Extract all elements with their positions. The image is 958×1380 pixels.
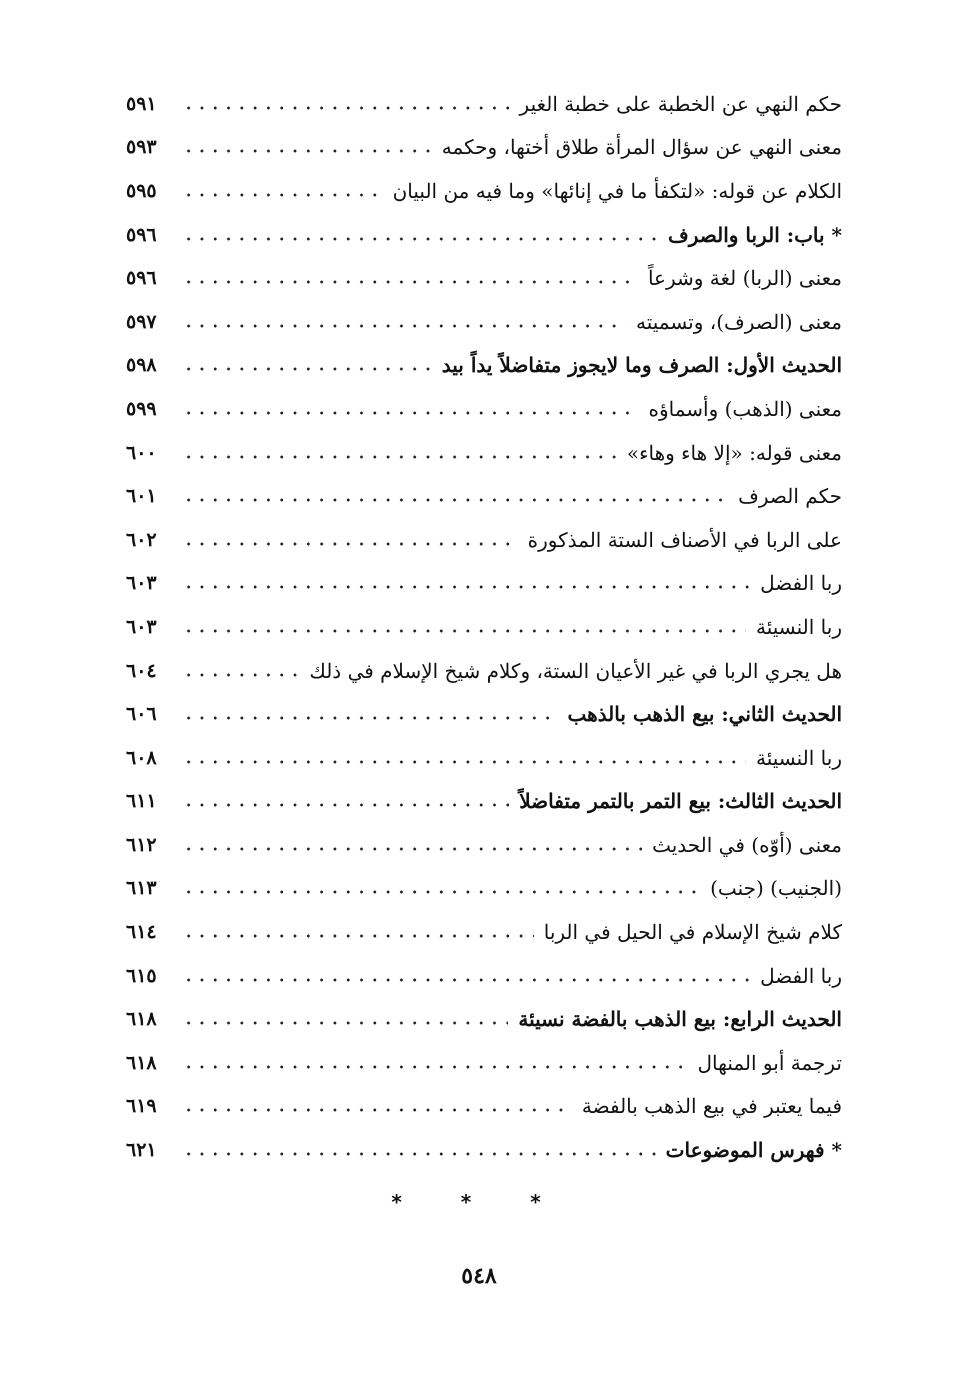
toc-dot-leader [182, 706, 557, 730]
toc-entry-page: ٦٠٣ [126, 572, 157, 595]
section-divider-stars: * * * [391, 1190, 567, 1214]
toc-entry [126, 562, 842, 606]
toc-dot-leader [182, 1142, 656, 1166]
toc-entry [126, 82, 842, 126]
toc-entry-title: معنى النهي عن سؤال المرأة طلاق أختها، وحكمه [441, 135, 842, 160]
toc-entry [126, 126, 842, 170]
toc-dot-leader [182, 750, 746, 774]
toc-entry [126, 692, 842, 736]
toc-entry-title: كلام شيخ الإسلام في الحيل في الربا [543, 920, 842, 945]
toc-entry [126, 474, 842, 518]
toc-dot-leader [182, 575, 750, 599]
toc-entry [126, 344, 842, 388]
toc-dot-leader [182, 139, 432, 163]
toc-entry-title: على الربا في الأصناف الستة المذكورة [527, 527, 842, 552]
toc-entry-page: ٦١٥ [126, 964, 157, 987]
toc-entry-title: ربا الفضل [760, 963, 842, 988]
toc-entry-page: ٥٩٦ [126, 267, 157, 290]
toc-entry-page: ٦٠١ [126, 485, 157, 508]
toc-entry-page: ٥٩٨ [126, 354, 157, 377]
toc-dot-leader [182, 183, 383, 207]
toc-entry-title: الحديث الثاني: بيع الذهب بالذهب [567, 702, 842, 727]
toc-entry-page: ٥٩٦ [126, 223, 157, 246]
toc-entry-title: ربا النسيئة [756, 614, 842, 639]
toc-dot-leader [182, 1011, 508, 1035]
toc-dot-leader [182, 880, 700, 904]
toc-entry-title: ربا النسيئة [756, 745, 842, 770]
toc-entry-page: ٦١٨ [126, 1051, 157, 1074]
toc-dot-leader [182, 488, 728, 512]
toc-entry [126, 387, 842, 431]
toc-entry [126, 997, 842, 1041]
toc-entry-title: الحديث الثالث: بيع التمر بالتمر متفاضلاً [519, 789, 842, 814]
toc-dot-leader [182, 1055, 687, 1079]
toc-entry-title: حكم النهي عن الخطبة على خطبة الغير [519, 91, 842, 116]
toc-entry-page: ٥٩٩ [126, 397, 157, 420]
toc-entry-page: ٦٠٦ [126, 703, 157, 726]
toc-dot-leader [182, 96, 510, 120]
toc-entry-page: ٦٢١ [126, 1139, 157, 1162]
toc-dot-leader [182, 532, 518, 556]
toc-entry [126, 169, 842, 213]
toc-entry-title: ترجمة أبو المنهال [697, 1050, 842, 1075]
toc-entry [126, 823, 842, 867]
toc-dot-leader [182, 837, 642, 861]
toc-entry-title: معنى (الذهب) وأسماؤه [648, 396, 842, 421]
toc-entry-title: معنى قوله: «إلا هاء وهاء» [626, 440, 842, 465]
toc-entry-page: ٥٩٧ [126, 310, 157, 333]
toc-entry-title: * فهرس الموضوعات [665, 1138, 842, 1163]
toc-dot-leader [182, 314, 626, 338]
toc-dot-leader [182, 227, 658, 251]
toc-entry-title: معنى (الصرف)، وتسميته [635, 309, 842, 334]
toc-entry-page: ٦٠٢ [126, 528, 157, 551]
toc-entry [126, 649, 842, 693]
toc-entry-title: فيما يعتبر في بيع الذهب بالفضة [581, 1094, 842, 1119]
toc-entry-title: (الجنيب) (جنب) [710, 876, 842, 901]
toc-entry-page: ٦١٢ [126, 833, 157, 856]
toc-dot-leader [182, 401, 639, 425]
toc-entry [126, 1041, 842, 1085]
toc-entry-page: ٦٠٤ [126, 659, 157, 682]
toc-dot-leader [182, 793, 509, 817]
toc-entry [126, 736, 842, 780]
toc-entry [126, 910, 842, 954]
toc-entry-title: هل يجري الربا في غير الأعيان الستة، وكلام شيخ الإسلام في ذلك [309, 658, 842, 683]
toc-dot-leader [182, 1098, 572, 1122]
toc-dot-leader [182, 619, 746, 643]
toc-entry-page: ٦١٨ [126, 1008, 157, 1031]
toc-entry [126, 300, 842, 344]
toc-entry [126, 1085, 842, 1129]
toc-entry-title: حكم الصرف [738, 484, 842, 509]
toc-dot-leader [182, 357, 432, 381]
toc-entry [126, 256, 842, 300]
toc-entry-title: الحديث الرابع: بيع الذهب بالفضة نسيئة [518, 1007, 842, 1032]
toc-entry-page: ٦١٩ [126, 1095, 157, 1118]
toc-entry [126, 1128, 842, 1172]
page-number: ٥٤٨ [461, 1263, 497, 1289]
toc-entry [126, 954, 842, 998]
toc-dot-leader [182, 968, 750, 992]
toc-entry [126, 605, 842, 649]
toc-dot-leader [182, 445, 617, 469]
toc-entry-page: ٦٠٣ [126, 615, 157, 638]
toc-entry [126, 780, 842, 824]
toc-dot-leader [182, 924, 534, 948]
toc-dot-leader [182, 270, 638, 294]
toc-entry-page: ٦٠٨ [126, 746, 157, 769]
toc-entry-page: ٥٩١ [126, 92, 157, 115]
toc-entry-title: معنى (أوّه) في الحديث [652, 832, 842, 857]
toc-entry-page: ٦١١ [126, 790, 157, 813]
toc-entry [126, 431, 842, 475]
toc-entry-page: ٦٠٠ [126, 441, 157, 464]
toc-entry-title: الكلام عن قوله: «لتكفأ ما في إنائها» وما فيه من البيان [392, 178, 842, 203]
toc-entry-title: * باب: الربا والصرف [668, 222, 842, 247]
toc-entry-page: ٦١٣ [126, 877, 157, 900]
toc-dot-leader [182, 663, 299, 687]
toc-entry [126, 213, 842, 257]
toc-entry-page: ٥٩٣ [126, 136, 157, 159]
table-of-contents [126, 82, 842, 1172]
toc-entry-title: ربا الفضل [760, 571, 842, 596]
toc-entry-page: ٥٩٥ [126, 179, 157, 202]
toc-entry-title: الحديث الأول: الصرف وما لايجوز متفاضلاً يداً بيد [441, 353, 842, 378]
toc-entry [126, 867, 842, 911]
toc-entry [126, 518, 842, 562]
toc-entry-page: ٦١٤ [126, 921, 157, 944]
toc-entry-title: معنى (الربا) لغة وشرعاً [647, 266, 842, 291]
